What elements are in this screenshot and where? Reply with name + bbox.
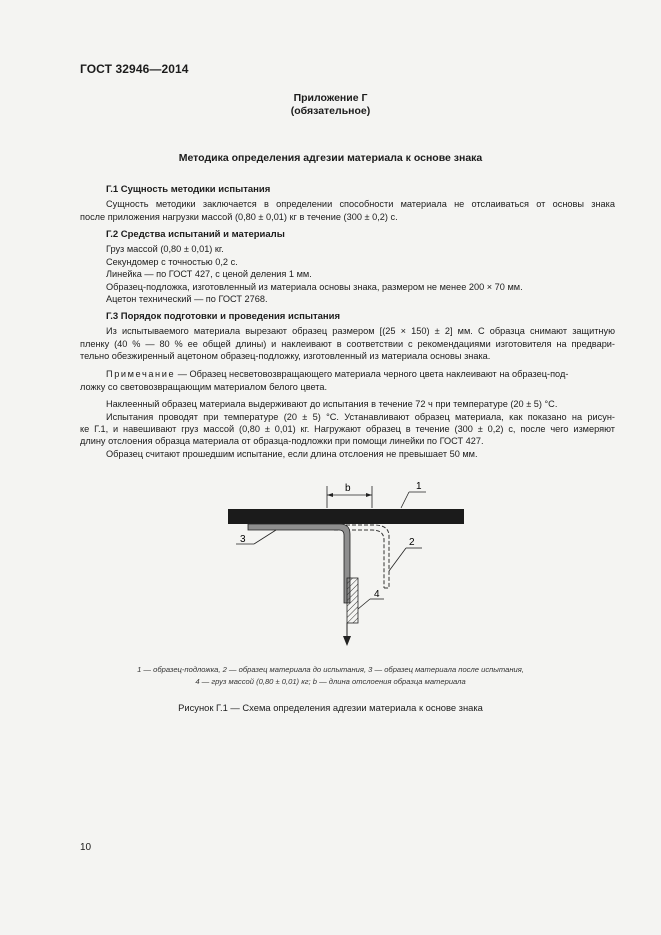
main-title: Методика определения адгезии материала к основе знака: [178, 152, 483, 164]
note-text: — Образец несветовозвращающего материала черного цвета наклеивают на образец-под-: [175, 369, 569, 379]
label-3: 3: [240, 534, 246, 545]
g3-p2: Наклеенный образец материала выдерживают до испытания в течение 72 ч при температуре (20 ± 5) °С.: [106, 399, 558, 409]
sample-before-test-inner: [334, 525, 389, 588]
label-2: 2: [409, 537, 415, 548]
g2-line-2: Секундомер с точностью 0,2 с.: [106, 257, 238, 267]
arrowhead-left: [327, 493, 333, 497]
load-direction-arrow: [343, 636, 351, 646]
g3-p3-line-1: Испытания проводят при температуре (20 ± 5) °С. Устанавливают образец материала, как показано на рисун-: [106, 412, 615, 422]
g3-p3-line-2: ке Г.1, и навешивают груз массой (0,80 ± 0,01) кг. Нагружают образец в течение (300 ± 0,2) с, после чего измеряют: [80, 424, 615, 434]
g1-line-2: после приложения нагрузки массой (0,80 ± 0,01) кг в течение (300 ± 0,2) с.: [80, 212, 398, 222]
section-heading-g3: Г.3 Порядок подготовки и проведения испытания: [106, 311, 341, 322]
g3-p3-line-3: длину отслоения образца материала от образца-подложки при помощи линейки по ГОСТ 427.: [80, 436, 484, 446]
note-line-2: ложку со световозвращающим материалом белого цвета.: [80, 382, 328, 392]
arrowhead-right: [366, 493, 372, 497]
leader-3: [254, 530, 276, 544]
figure-title: Рисунок Г.1 — Схема определения адгезии материала к основе знака: [178, 702, 483, 713]
g3-p1-line-1: Из испытываемого материала вырезают образец размером [(25 × 150) ± 2] мм. С образца снимают защитную: [106, 326, 615, 336]
sample-after-test: [248, 524, 350, 603]
section-heading-g2: Г.2 Средства испытаний и материалы: [106, 229, 285, 240]
leader-1: [401, 492, 409, 508]
g2-line-4: Образец-подложка, изготовленный из материала основы знака, размером не менее 200 × 70 мм.: [106, 282, 523, 292]
g2-line-1: Груз массой (0,80 ± 0,01) кг.: [106, 244, 224, 254]
appendix-title: Приложение Г: [293, 92, 368, 104]
appendix-status: (обязательное): [290, 105, 371, 117]
g1-line-1: Сущность методики заключается в определении способности материала не отслаиваться от основы знака: [106, 199, 615, 209]
adhesion-test-diagram: [226, 478, 466, 653]
sample-before-test-outer: [334, 530, 384, 588]
g2-line-5: Ацетон технический — по ГОСТ 2768.: [106, 294, 268, 304]
g2-line-3: Линейка — по ГОСТ 427, с ценой деления 1 мм.: [106, 269, 312, 279]
document-id: ГОСТ 32946—2014: [80, 62, 189, 76]
load-weight: [347, 578, 358, 623]
g3-p4: Образец считают прошедшим испытание, если длина отслоения не превышает 50 мм.: [106, 449, 478, 459]
g3-p1-line-3: тельно обезжиренный ацетоном образец-подложку, изготовленный из материала основы знака.: [80, 351, 491, 361]
section-heading-g1: Г.1 Сущность методики испытания: [106, 184, 271, 195]
page-number: 10: [80, 842, 92, 853]
figure-legend-line-1: 1 — образец-подложка, 2 — образец материала до испытания, 3 — образец материала после испытания,: [137, 665, 524, 674]
note-label: Примечание: [106, 369, 176, 379]
substrate: [228, 509, 464, 524]
leader-4: [358, 599, 370, 609]
leader-2: [389, 548, 406, 571]
note-line-1: [106, 368, 568, 381]
figure-legend-line-2: 4 — груз массой (0,80 ± 0,01) кг; b — длина отслоения образца материала: [195, 677, 466, 686]
label-4: 4: [374, 589, 380, 600]
label-1: 1: [416, 481, 422, 492]
g3-p1-line-2: пленку (40 % — 80 % ее общей длины) и наклеивают в соответствии с рекомендациями изготовителя на предвари-: [80, 339, 615, 349]
label-b: b: [345, 483, 351, 494]
